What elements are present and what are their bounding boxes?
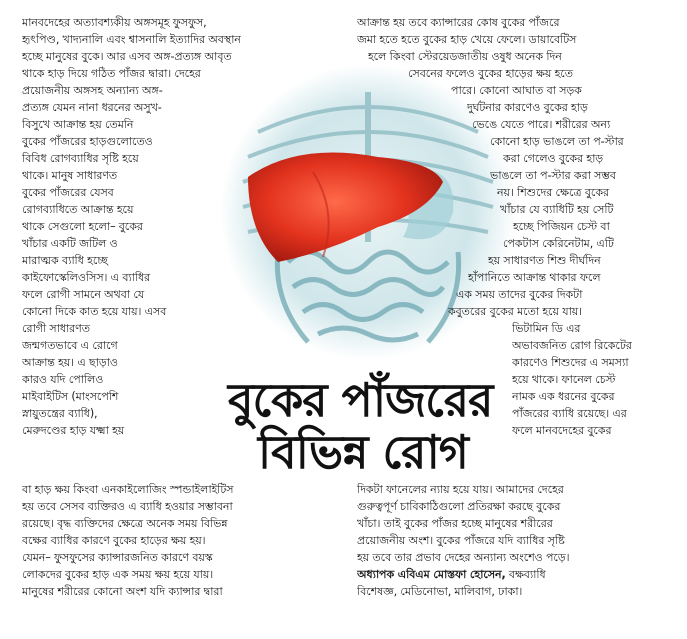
right-text-line: পেকটাস কেরিনেটাম, এটি xyxy=(503,237,614,250)
left-text-line: প্রয়োজনীয় অঙ্গসহ অন্যান্য অঙ্গ- xyxy=(22,84,163,97)
left-bottom-line: বক্ষের ব্যাধির কারণে বুকের হাড়ের ক্ষয় হয়। xyxy=(22,534,206,547)
left-text-line: বুকের পাঁজরের যেসব xyxy=(22,186,114,199)
left-bottom-line: যেমন– ফুসফুসের ক্যান্সারজনিত কারণে বয়স্ক xyxy=(22,551,213,564)
left-bottom-line: মানুষের শরীরের কোনো অংশ যদি ক্যান্সার দ্বারা xyxy=(22,585,223,598)
left-text-line: স্নায়ুতন্ত্রের ব্যাধি), xyxy=(22,407,98,420)
right-text-line: ভিটামিন ডি এর xyxy=(512,322,581,335)
right-text-line: হলে কিংবা স্টেরয়েডজাতীয় ওষুধ অনেক দিন xyxy=(368,50,562,63)
right-text-line: কোনো হাড় ভাঙলে তা প-স্টার xyxy=(490,135,624,148)
right-text-line: অভাবজনিত রোগ রিকেটের xyxy=(512,339,632,352)
right-text-line: হচ্ছে পিজিয়ন চেস্ট বা xyxy=(513,220,610,233)
left-text-line: রোগী সাধারণত xyxy=(22,322,90,335)
left-text-line: হৃৎপিণ্ড, খাদ্যনালি এবং শ্বাসনালি ইত্যাদির অবস্থান xyxy=(22,33,241,46)
left-text-line: জন্মগতভাবে এ রোগে xyxy=(22,339,118,352)
author-affiliation: বিশেষজ্ঞ, মেডিনোভা, মালিবাগ, ঢাকা। xyxy=(357,585,523,598)
left-text-line: হচ্ছে মানুষের বুকে। আর এসব অঙ্গ-প্রত্যঙ্গ আবৃত xyxy=(22,50,232,63)
right-text-line: ভাঙলে তা প-স্টার করা সম্ভব xyxy=(490,169,616,182)
right-bottom-line: প্রয়োজনীয় অংশ। বুকের পাঁজরে যদি ব্যাধির সৃষ্টি xyxy=(357,534,565,547)
author-byline xyxy=(357,567,672,583)
left-bottom-line: হয় তবে সেসব ব্যক্তিরও এ ব্যাধি হওয়ার সম্ভাবনা xyxy=(22,500,233,513)
left-text-line: থাকে সেগুলো হলো– বুকের xyxy=(22,220,143,233)
right-text-line: কারণেও শিশুদের এ সমস্যা xyxy=(512,356,629,369)
left-text-line: কারও যদি পোলিও xyxy=(22,373,104,386)
right-text-line: হয়ে থাকে। ফানেল চেস্ট xyxy=(512,373,616,386)
right-text-line: ভেঙে যেতে পারে। শরীরের অন্য xyxy=(472,118,611,131)
left-text-line: আক্রান্ত হয়। এ ছাড়াও xyxy=(22,356,118,369)
headline-line-1: বুকের পাঁজরের xyxy=(228,373,493,427)
right-text-line: হাঁপানিতে আক্রান্ত থাকার ফলে xyxy=(468,271,601,284)
right-text-line: আক্রান্ত হয় তবে ক্যান্সারের কোষ বুকের পাঁজরে xyxy=(357,16,560,29)
left-text-line: মেরুদণ্ডের হাড় যক্ষ্মা হয় xyxy=(22,424,125,437)
right-bottom-line: গুরুত্বপূর্ণ চাবিকাঠিগুলো প্রতিরক্ষা করছে বুকের xyxy=(357,500,561,513)
left-text-line: বিসুখে আক্রান্ত হয় তেমনি xyxy=(22,118,134,131)
left-text-line: বুকের পাঁজরের হাড়গুলোতেও xyxy=(22,135,153,148)
right-bottom-line: খাঁচা। তাই বুকের পাঁজর হচ্ছে মানুষের শরীরের xyxy=(357,517,553,530)
right-text-line: ফলে মানবদেহের বুকের xyxy=(512,424,612,437)
left-bottom-line: বা হাড় ক্ষয় কিংবা এনকাইলোজিং স্পন্ডাইলাইটিস xyxy=(22,483,234,496)
headline-line-2: বিভিন্ন রোগ xyxy=(258,425,468,479)
right-text-line: এক সময় তাদের বুকের দিকটা xyxy=(456,288,583,301)
right-text-line: পারে। কোনো আঘাত বা সড়ক xyxy=(451,84,582,97)
left-text-line: ফলে রোগী সামনে অথবা যে xyxy=(22,288,145,301)
right-text-line: নয়। শিশুদের ক্ষেত্রে বুকের xyxy=(497,186,609,199)
left-text-line: কাইফোস্কেলিওসিস। এ ব্যাধির xyxy=(22,271,151,284)
left-text-line: থাকে হাড় দিয়ে গঠিত পাঁজর দ্বারা। দেহের xyxy=(22,67,201,80)
left-text-line: মাইবাইটিস (মাংসপেশি xyxy=(22,390,119,403)
right-text-line: দুর্ঘটনার কারণেও বুকের হাড় xyxy=(467,101,588,114)
left-text-line: বিবিধ রোগব্যাধির সৃষ্টি হয়ে xyxy=(22,152,139,165)
left-text-line: রোগব্যাধিতে আক্রান্ত হয়ে xyxy=(22,203,134,216)
left-text-line: প্রত্যঙ্গ যেমন নানা ধরনের অসুখ- xyxy=(22,101,162,114)
right-text-line: সেবনের ফলেও বুকের হাড়ের ক্ষয় হতে xyxy=(408,67,573,80)
right-text-line: হয় সাধারণত শিশু দীর্ঘদিন xyxy=(488,254,601,267)
right-text-line: করা গেলেও বুকের হাড় xyxy=(503,152,604,165)
left-text-line: থাকে। মানুষ সাধারণত xyxy=(22,169,118,182)
left-bottom-line: লোকদের বুকের হাড় এক সময় ক্ষয় হয়ে যায়। xyxy=(22,568,214,581)
left-bottom-line: রয়েছে। বৃদ্ধ ব্যক্তিদের ক্ষেত্রে অনেক সময় বিভিন্ন xyxy=(22,517,228,530)
right-text-line: খাঁচার যে ব্যাধিটি হয় সেটি xyxy=(500,203,614,216)
author-name: অধ্যাপক এবিএম মোস্তফা হোসেন, xyxy=(357,568,506,581)
right-bottom-line: হয় তবে তার প্রভাব দেহের অন্যান্য অংশেও পড়ে। xyxy=(357,551,570,564)
right-text-line: কবুতরের বুকের মতো হয়ে যায়। xyxy=(448,305,582,318)
right-text-line: জমা হতে হতে বুকের হাড় খেয়ে ফেলে। ডায়াবেটিস xyxy=(357,33,577,46)
left-text-line: মানবদেহের অত্যাবশ্যকীয় অঙ্গসমূহ ফুসফুস, xyxy=(22,16,207,29)
left-text-line: কোনো দিকে কাত হয়ে যায়। এসব xyxy=(22,305,167,318)
author-title: বক্ষব্যাধি xyxy=(505,568,546,581)
right-text-line: পাঁজরের ব্যাধি রয়েছে। এর xyxy=(512,407,627,420)
left-text-line: মারাত্মক ব্যাধি হচ্ছে xyxy=(22,254,108,267)
right-text-line: নামক এক ধরনের বুকের xyxy=(512,390,615,403)
right-bottom-line: দিকটা ফানেলের ন্যায় হয়ে যায়। আমাদের দেহের xyxy=(357,483,564,496)
left-text-line: খাঁচার একটি জটিল ও xyxy=(22,237,118,250)
